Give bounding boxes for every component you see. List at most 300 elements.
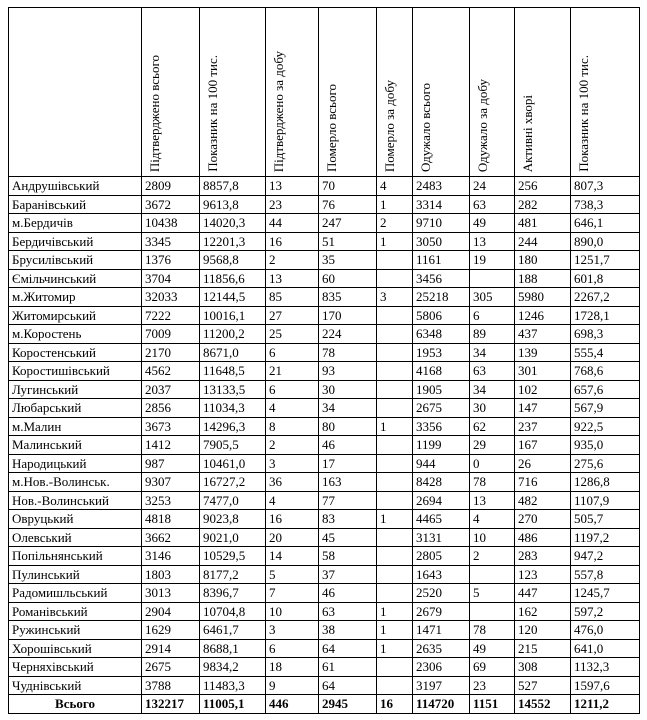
value-cell — [377, 269, 413, 288]
value-cell: 1728,1 — [571, 306, 640, 325]
column-header-label: Активні хворі — [520, 94, 535, 172]
district-name-cell: м.Коростень — [9, 325, 142, 344]
value-cell — [377, 473, 413, 492]
district-name-cell: Олевський — [9, 528, 142, 547]
value-cell: 4168 — [413, 362, 470, 381]
value-cell: 9613,8 — [200, 195, 266, 214]
value-cell: 32033 — [142, 288, 200, 307]
district-name-cell: Пулинський — [9, 565, 142, 584]
value-cell: 446 — [266, 695, 319, 714]
value-cell: 6 — [470, 306, 515, 325]
value-cell: 2 — [470, 547, 515, 566]
value-cell: 10016,1 — [200, 306, 266, 325]
district-name-cell: Ружинський — [9, 621, 142, 640]
value-cell: 9023,8 — [200, 510, 266, 529]
value-cell — [377, 343, 413, 362]
value-cell: 76 — [319, 195, 377, 214]
value-cell: 2914 — [142, 639, 200, 658]
value-cell — [377, 565, 413, 584]
value-cell: 283 — [515, 547, 571, 566]
value-cell: 2170 — [142, 343, 200, 362]
value-cell: 1953 — [413, 343, 470, 362]
value-cell: 1643 — [413, 565, 470, 584]
value-cell: 8688,1 — [200, 639, 266, 658]
value-cell: 13 — [266, 269, 319, 288]
value-cell: 4818 — [142, 510, 200, 529]
district-name-cell: м.Малин — [9, 417, 142, 436]
value-cell: 63 — [470, 195, 515, 214]
district-name-cell: Коростенський — [9, 343, 142, 362]
value-cell: 170 — [319, 306, 377, 325]
column-header — [413, 8, 470, 177]
value-cell: 2037 — [142, 380, 200, 399]
value-cell: 301 — [515, 362, 571, 381]
value-cell: 1471 — [413, 621, 470, 640]
value-cell: 305 — [470, 288, 515, 307]
value-cell: 922,5 — [571, 417, 640, 436]
value-cell: 12201,3 — [200, 232, 266, 251]
value-cell: 1246 — [515, 306, 571, 325]
value-cell — [377, 306, 413, 325]
value-cell: 275,6 — [571, 454, 640, 473]
value-cell: 34 — [319, 399, 377, 418]
value-cell: 29 — [470, 436, 515, 455]
value-cell: 3704 — [142, 269, 200, 288]
value-cell: 8 — [266, 417, 319, 436]
value-cell: 10704,8 — [200, 602, 266, 621]
value-cell — [470, 269, 515, 288]
value-cell: 188 — [515, 269, 571, 288]
value-cell: 4 — [266, 399, 319, 418]
value-cell: 447 — [515, 584, 571, 603]
value-cell — [377, 528, 413, 547]
value-cell: 646,1 — [571, 214, 640, 233]
value-cell: 78 — [470, 473, 515, 492]
value-cell: 3673 — [142, 417, 200, 436]
value-cell: 2 — [266, 251, 319, 270]
value-cell: 3788 — [142, 676, 200, 695]
value-cell: 11648,5 — [200, 362, 266, 381]
value-cell: 6348 — [413, 325, 470, 344]
value-cell: 8396,7 — [200, 584, 266, 603]
value-cell: 2694 — [413, 491, 470, 510]
value-cell: 83 — [319, 510, 377, 529]
value-cell: 2679 — [413, 602, 470, 621]
district-name-cell: Коростишівський — [9, 362, 142, 381]
district-name-cell: Баранівський — [9, 195, 142, 214]
value-cell: 9710 — [413, 214, 470, 233]
stats-table-container — [8, 7, 640, 714]
value-cell: 14 — [266, 547, 319, 566]
value-cell: 36 — [266, 473, 319, 492]
value-cell: 7477,0 — [200, 491, 266, 510]
value-cell: 27 — [266, 306, 319, 325]
value-cell: 24 — [470, 177, 515, 196]
value-cell: 9834,2 — [200, 658, 266, 677]
value-cell: 807,3 — [571, 177, 640, 196]
value-cell: 3662 — [142, 528, 200, 547]
value-cell: 46 — [319, 436, 377, 455]
value-cell: 70 — [319, 177, 377, 196]
district-name-cell: Лугинський — [9, 380, 142, 399]
value-cell: 17 — [319, 454, 377, 473]
value-cell: 1597,6 — [571, 676, 640, 695]
value-cell: 244 — [515, 232, 571, 251]
value-cell: 2805 — [413, 547, 470, 566]
value-cell: 37 — [319, 565, 377, 584]
district-name-cell: Любарський — [9, 399, 142, 418]
value-cell: 16 — [266, 510, 319, 529]
value-cell — [470, 565, 515, 584]
table-row — [9, 288, 640, 307]
value-cell: 9 — [266, 676, 319, 695]
value-cell: 2809 — [142, 177, 200, 196]
value-cell: 1 — [377, 232, 413, 251]
value-cell: 3050 — [413, 232, 470, 251]
value-cell: 1251,7 — [571, 251, 640, 270]
value-cell: 1 — [377, 602, 413, 621]
value-cell: 1107,9 — [571, 491, 640, 510]
value-cell — [377, 251, 413, 270]
column-header — [200, 8, 266, 177]
value-cell: 30 — [319, 380, 377, 399]
value-cell: 9021,0 — [200, 528, 266, 547]
value-cell: 270 — [515, 510, 571, 529]
value-cell: 2856 — [142, 399, 200, 418]
table-row — [9, 639, 640, 658]
value-cell: 147 — [515, 399, 571, 418]
value-cell: 4 — [470, 510, 515, 529]
column-header-label: Одужало всього — [418, 82, 433, 172]
value-cell: 3131 — [413, 528, 470, 547]
value-cell: 476,0 — [571, 621, 640, 640]
table-row — [9, 676, 640, 695]
value-cell: 716 — [515, 473, 571, 492]
value-cell: 44 — [266, 214, 319, 233]
value-cell: 78 — [470, 621, 515, 640]
value-cell: 4 — [266, 491, 319, 510]
table-row — [9, 380, 640, 399]
value-cell — [377, 399, 413, 418]
value-cell: 12144,5 — [200, 288, 266, 307]
table-row — [9, 584, 640, 603]
value-cell: 1 — [377, 417, 413, 436]
value-cell: 6 — [266, 380, 319, 399]
value-cell: 6461,7 — [200, 621, 266, 640]
value-cell: 247 — [319, 214, 377, 233]
value-cell: 1245,7 — [571, 584, 640, 603]
table-row — [9, 436, 640, 455]
table-row — [9, 325, 640, 344]
value-cell: 481 — [515, 214, 571, 233]
value-cell: 14020,3 — [200, 214, 266, 233]
value-cell: 6 — [266, 343, 319, 362]
value-cell: 51 — [319, 232, 377, 251]
value-cell: 167 — [515, 436, 571, 455]
value-cell — [377, 380, 413, 399]
district-name-cell: м.Нов.-Волинськ. — [9, 473, 142, 492]
value-cell: 9568,8 — [200, 251, 266, 270]
table-row — [9, 565, 640, 584]
value-cell: 8857,8 — [200, 177, 266, 196]
district-name-cell: м.Житомир — [9, 288, 142, 307]
value-cell: 162 — [515, 602, 571, 621]
value-cell: 1 — [377, 621, 413, 640]
district-name-cell: Ємільчинський — [9, 269, 142, 288]
value-cell: 555,4 — [571, 343, 640, 362]
value-cell: 123 — [515, 565, 571, 584]
value-cell: 25 — [266, 325, 319, 344]
value-cell: 23 — [470, 676, 515, 695]
value-cell: 34 — [470, 380, 515, 399]
district-name-cell: Радомишльський — [9, 584, 142, 603]
district-name-cell: Всього — [9, 695, 142, 714]
value-cell: 10 — [470, 528, 515, 547]
value-cell: 60 — [319, 269, 377, 288]
value-cell: 1197,2 — [571, 528, 640, 547]
value-cell: 13 — [470, 232, 515, 251]
value-cell: 14552 — [515, 695, 571, 714]
column-header-label: Підтверджено за добу — [271, 50, 286, 172]
value-cell: 18 — [266, 658, 319, 677]
value-cell: 63 — [319, 602, 377, 621]
value-cell: 13133,5 — [200, 380, 266, 399]
value-cell: 1376 — [142, 251, 200, 270]
value-cell: 1151 — [470, 695, 515, 714]
column-header-label: Показник на 100 тис. — [576, 55, 591, 172]
value-cell: 1629 — [142, 621, 200, 640]
table-row — [9, 343, 640, 362]
value-cell: 3 — [377, 288, 413, 307]
value-cell — [377, 547, 413, 566]
value-cell: 944 — [413, 454, 470, 473]
column-header-label: Підтверджено всього — [147, 54, 162, 172]
value-cell: 5980 — [515, 288, 571, 307]
value-cell: 3253 — [142, 491, 200, 510]
value-cell — [377, 491, 413, 510]
value-cell: 0 — [470, 454, 515, 473]
value-cell: 2520 — [413, 584, 470, 603]
value-cell: 38 — [319, 621, 377, 640]
value-cell: 835 — [319, 288, 377, 307]
value-cell: 437 — [515, 325, 571, 344]
value-cell: 25218 — [413, 288, 470, 307]
value-cell: 482 — [515, 491, 571, 510]
value-cell: 132217 — [142, 695, 200, 714]
value-cell: 3013 — [142, 584, 200, 603]
table-row — [9, 528, 640, 547]
value-cell: 13 — [470, 491, 515, 510]
value-cell: 6 — [266, 639, 319, 658]
value-cell: 1132,3 — [571, 658, 640, 677]
value-cell: 19 — [470, 251, 515, 270]
district-name-cell: Романівський — [9, 602, 142, 621]
district-name-cell: Малинський — [9, 436, 142, 455]
value-cell: 1412 — [142, 436, 200, 455]
value-cell — [377, 325, 413, 344]
value-cell: 4 — [377, 177, 413, 196]
district-name-cell: Черняхівський — [9, 658, 142, 677]
value-cell: 49 — [470, 214, 515, 233]
value-cell: 1803 — [142, 565, 200, 584]
value-cell: 2675 — [142, 658, 200, 677]
district-name-cell: Андрушівський — [9, 177, 142, 196]
column-header — [266, 8, 319, 177]
value-cell: 8428 — [413, 473, 470, 492]
value-cell: 120 — [515, 621, 571, 640]
table-row — [9, 306, 640, 325]
value-cell: 237 — [515, 417, 571, 436]
value-cell: 1199 — [413, 436, 470, 455]
value-cell: 2306 — [413, 658, 470, 677]
column-header-label: Показник на 100 тис. — [205, 55, 220, 172]
value-cell: 10529,5 — [200, 547, 266, 566]
value-cell: 698,3 — [571, 325, 640, 344]
value-cell: 224 — [319, 325, 377, 344]
district-name-cell: Нов.-Волинський — [9, 491, 142, 510]
value-cell: 3 — [266, 454, 319, 473]
table-header-row — [9, 8, 640, 177]
column-header — [142, 8, 200, 177]
value-cell: 21 — [266, 362, 319, 381]
district-name-cell: Чуднівський — [9, 676, 142, 695]
value-cell: 601,8 — [571, 269, 640, 288]
table-row — [9, 454, 640, 473]
value-cell: 3672 — [142, 195, 200, 214]
value-cell: 7009 — [142, 325, 200, 344]
value-cell: 46 — [319, 584, 377, 603]
district-name-cell: Народицький — [9, 454, 142, 473]
value-cell: 3314 — [413, 195, 470, 214]
column-header-label: Померло за добу — [382, 79, 397, 172]
table-row — [9, 621, 640, 640]
value-cell: 308 — [515, 658, 571, 677]
column-header-label: Одужало за добу — [475, 78, 490, 172]
value-cell: 9307 — [142, 473, 200, 492]
value-cell: 5 — [470, 584, 515, 603]
table-row — [9, 417, 640, 436]
value-cell: 114720 — [413, 695, 470, 714]
value-cell: 8671,0 — [200, 343, 266, 362]
value-cell: 10 — [266, 602, 319, 621]
value-cell: 2 — [377, 214, 413, 233]
table-row — [9, 491, 640, 510]
table-body — [9, 177, 640, 714]
district-name-cell: Попільнянський — [9, 547, 142, 566]
value-cell: 1905 — [413, 380, 470, 399]
value-cell: 2267,2 — [571, 288, 640, 307]
value-cell: 1 — [377, 195, 413, 214]
value-cell: 20 — [266, 528, 319, 547]
value-cell: 7905,5 — [200, 436, 266, 455]
table-row — [9, 399, 640, 418]
value-cell — [377, 362, 413, 381]
district-name-cell: Житомирський — [9, 306, 142, 325]
value-cell: 102 — [515, 380, 571, 399]
value-cell: 11483,3 — [200, 676, 266, 695]
value-cell — [377, 676, 413, 695]
value-cell: 77 — [319, 491, 377, 510]
value-cell: 69 — [470, 658, 515, 677]
value-cell: 11005,1 — [200, 695, 266, 714]
value-cell: 738,3 — [571, 195, 640, 214]
value-cell — [470, 602, 515, 621]
value-cell: 2675 — [413, 399, 470, 418]
value-cell: 11200,2 — [200, 325, 266, 344]
value-cell: 16 — [266, 232, 319, 251]
district-name-cell: Бердичівський — [9, 232, 142, 251]
value-cell: 180 — [515, 251, 571, 270]
value-cell — [377, 584, 413, 603]
column-header — [571, 8, 640, 177]
value-cell: 78 — [319, 343, 377, 362]
column-header — [377, 8, 413, 177]
value-cell: 3345 — [142, 232, 200, 251]
value-cell: 768,6 — [571, 362, 640, 381]
district-name-cell: м.Бердичів — [9, 214, 142, 233]
value-cell — [377, 436, 413, 455]
value-cell: 215 — [515, 639, 571, 658]
table-row — [9, 214, 640, 233]
value-cell: 8177,2 — [200, 565, 266, 584]
value-cell: 4562 — [142, 362, 200, 381]
value-cell: 2904 — [142, 602, 200, 621]
value-cell: 3356 — [413, 417, 470, 436]
value-cell: 657,6 — [571, 380, 640, 399]
value-cell: 1 — [377, 639, 413, 658]
value-cell: 58 — [319, 547, 377, 566]
value-cell: 3456 — [413, 269, 470, 288]
value-cell: 63 — [470, 362, 515, 381]
value-cell: 35 — [319, 251, 377, 270]
table-row — [9, 269, 640, 288]
value-cell: 26 — [515, 454, 571, 473]
value-cell: 80 — [319, 417, 377, 436]
value-cell: 61 — [319, 658, 377, 677]
value-cell: 5 — [266, 565, 319, 584]
value-cell: 641,0 — [571, 639, 640, 658]
value-cell: 89 — [470, 325, 515, 344]
value-cell: 2483 — [413, 177, 470, 196]
column-header-label: Померло всього — [324, 84, 339, 172]
district-name-cell: Овруцький — [9, 510, 142, 529]
table-row — [9, 510, 640, 529]
column-header — [319, 8, 377, 177]
value-cell: 16 — [377, 695, 413, 714]
value-cell: 256 — [515, 177, 571, 196]
district-name-cell: Хорошівський — [9, 639, 142, 658]
value-cell: 64 — [319, 639, 377, 658]
value-cell: 2635 — [413, 639, 470, 658]
table-row — [9, 362, 640, 381]
table-row — [9, 602, 640, 621]
value-cell: 947,2 — [571, 547, 640, 566]
value-cell: 486 — [515, 528, 571, 547]
value-cell: 890,0 — [571, 232, 640, 251]
value-cell: 64 — [319, 676, 377, 695]
district-name-cell: Брусилівський — [9, 251, 142, 270]
value-cell: 13 — [266, 177, 319, 196]
value-cell: 93 — [319, 362, 377, 381]
value-cell: 30 — [470, 399, 515, 418]
value-cell: 7 — [266, 584, 319, 603]
table-row — [9, 658, 640, 677]
covid-statistics-table — [8, 7, 640, 714]
value-cell: 1161 — [413, 251, 470, 270]
value-cell — [377, 454, 413, 473]
value-cell: 49 — [470, 639, 515, 658]
value-cell: 2 — [266, 436, 319, 455]
